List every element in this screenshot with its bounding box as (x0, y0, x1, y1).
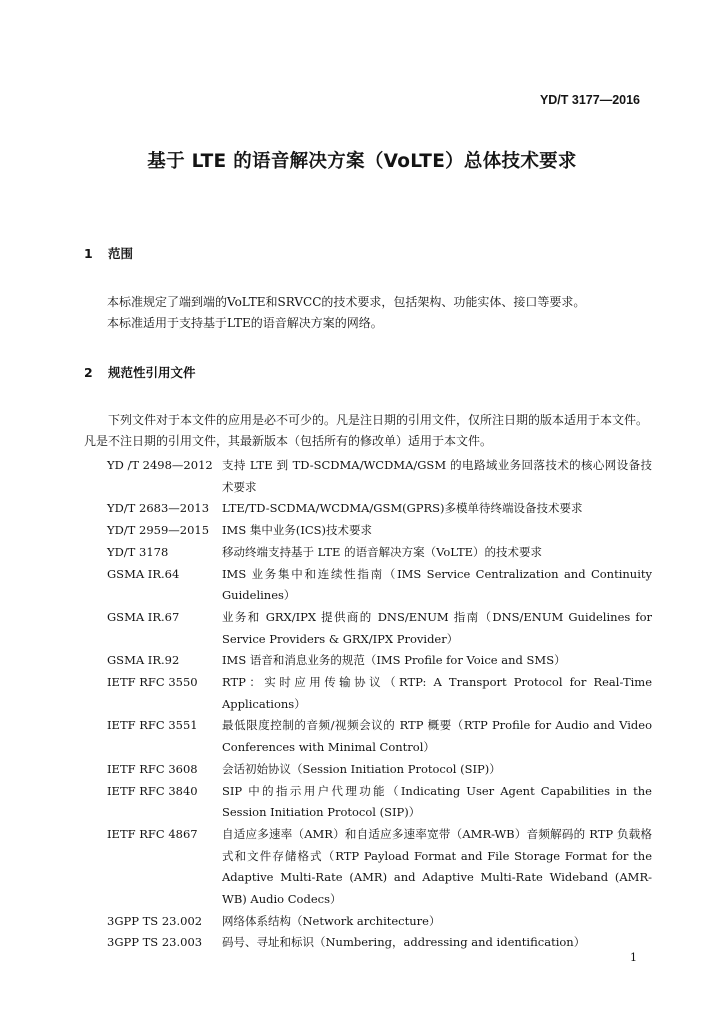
reference-title: 最低限度控制的音频/视频会议的 RTP 概要（RTP Profile for Audio and Video Conferences with Minimal Control） (222, 718, 652, 755)
reference-title: SIP 中的指示用户代理功能（Indicating User Agent Capabilities in the Session Initiation Protocol (SIP)） (222, 783, 652, 820)
scope-paragraph: 本标准规定了端到端的VoLTE和SRVCC的技术要求，包括架构、功能实体、接口等要求。 (107, 295, 586, 309)
reference-code: IETF RFC 3608 (107, 761, 198, 776)
reference-title: LTE/TD-SCDMA/WCDMA/GSM(GPRS)多模单待终端设备技术要求 (222, 501, 583, 516)
reference-title: 自适应多速率（AMR）和自适应多速率宽带（AMR-WB）音频解码的 RTP 负载格式和文件存储格式（RTP Payload Format and File Storage Format for the Adaptive Multi-Rate (AMR) and Adaptive Multi-Rate Wideband (AMR-WB) Audio Codecs） (222, 826, 652, 907)
section-2-intro: 下列文件对于本文件的应用是必不可少的。凡是注日期的引用文件，仅所注日期的版本适用于本文件。凡是不注日期的引用文件，其最新版本（包括所有的修改单）适用于本文件。 (84, 413, 649, 448)
section-1-heading (84, 244, 133, 262)
reference-item (107, 759, 652, 781)
reference-item (107, 824, 652, 911)
reference-code: 3GPP TS 23.002 (107, 913, 203, 928)
reference-title: IMS 语音和消息业务的规范（IMS Profile for Voice and SMS） (222, 653, 566, 668)
reference-item (107, 911, 652, 933)
reference-code: GSMA IR.67 (107, 609, 180, 624)
reference-item (107, 932, 652, 954)
reference-item (107, 520, 652, 542)
reference-code: YD/T 2959—2015 (107, 523, 210, 538)
reference-code: IETF RFC 3550 (107, 675, 198, 690)
reference-title: 码号、寻址和标识（Numbering，addressing and identification） (222, 935, 586, 950)
reference-item (107, 542, 652, 564)
reference-title: 网络体系结构（Network architecture） (222, 913, 441, 928)
section-2-number: 2 (84, 365, 93, 380)
reference-code: GSMA IR.92 (107, 653, 180, 668)
reference-item (107, 650, 652, 672)
reference-title: IMS 业务集中和连续性指南（IMS Service Centralization and Continuity Guidelines） (222, 566, 652, 603)
section-2-heading (84, 363, 196, 381)
section-1-number: 1 (84, 246, 93, 261)
page-number: 1 (630, 951, 637, 964)
section-1-title: 范围 (108, 246, 134, 261)
reference-code: YD /T 2498—2012 (107, 458, 213, 472)
reference-list (107, 455, 652, 954)
reference-code: 3GPP TS 23.003 (107, 935, 203, 950)
document-title: 基于 LTE 的语音解决方案（VoLTE）总体技术要求 (147, 151, 577, 172)
reference-code: IETF RFC 4867 (107, 826, 198, 841)
reference-code: IETF RFC 3551 (107, 718, 198, 733)
reference-item (107, 781, 652, 824)
reference-title: 移动终端支持基于 LTE 的语音解决方案（VoLTE）的技术要求 (222, 544, 543, 559)
reference-title: IMS 集中业务(ICS)技术要求 (222, 523, 373, 538)
reference-code: YD/T 2683—2013 (107, 501, 210, 516)
reference-item (107, 715, 652, 758)
reference-title: 业务和 GRX/IPX 提供商的 DNS/ENUM 指南（DNS/ENUM Guidelines for Service Providers & GRX/IPX Provider） (222, 609, 652, 646)
scope-paragraph: 本标准适用于支持基于LTE的语音解决方案的网络。 (107, 316, 383, 330)
reference-code: IETF RFC 3840 (107, 783, 198, 798)
reference-item (107, 564, 652, 607)
section-2-title: 规范性引用文件 (108, 365, 196, 380)
standard-number: YD/T 3177—2016 (539, 93, 640, 107)
section-1-body (107, 292, 667, 334)
reference-title: 会话初始协议（Session Initiation Protocol (SIP)） (222, 761, 501, 776)
reference-code: YD/T 3178 (107, 544, 169, 559)
reference-item (107, 498, 652, 520)
reference-item (107, 607, 652, 650)
reference-code: GSMA IR.64 (107, 566, 180, 581)
reference-title: RTP：实时应用传输协议（RTP: A Transport Protocol for Real-Time Applications） (222, 675, 652, 711)
reference-item (107, 672, 652, 715)
reference-title: 支持 LTE 到 TD-SCDMA/WCDMA/GSM 的电路域业务回落技术的核心网设备技术要求 (222, 458, 652, 494)
reference-item (107, 455, 652, 498)
